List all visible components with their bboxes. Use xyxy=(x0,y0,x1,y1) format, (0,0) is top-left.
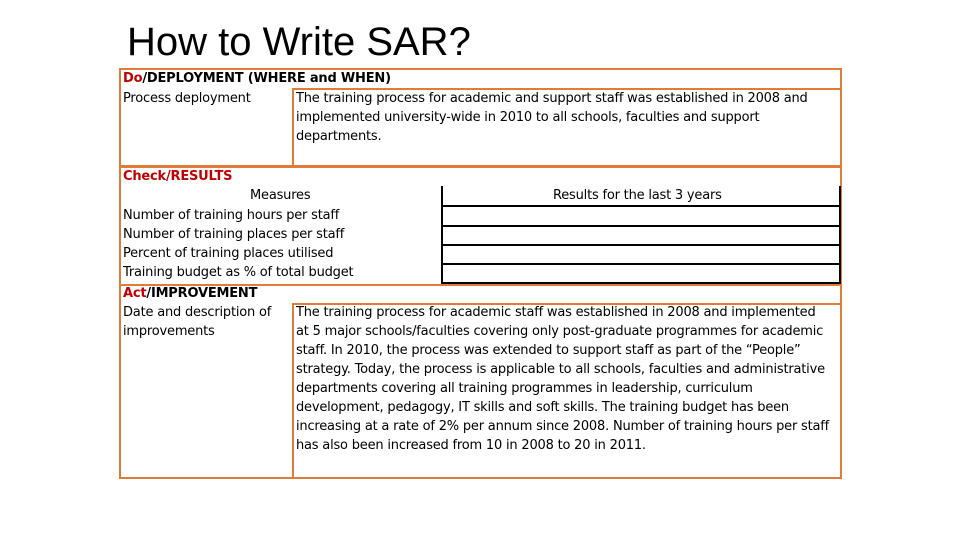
act-heading: Act/IMPROVEMENT xyxy=(123,286,258,301)
results-table-line xyxy=(441,282,841,284)
act-text-line: at 5 major schools/faculties covering only post-graduate programmes for academic xyxy=(296,324,824,339)
do-text-line: The training process for academic and support staff was established in 2008 and xyxy=(296,91,808,106)
do-heading: Do/DEPLOYMENT (WHERE and WHEN) xyxy=(123,71,391,86)
check-heading: Check/RESULTS xyxy=(123,169,233,184)
measure-row: Number of training hours per staff xyxy=(123,208,340,223)
measure-row: Training budget as % of total budget xyxy=(123,265,354,280)
do-text-line: departments. xyxy=(296,129,382,144)
results-table-line xyxy=(441,244,841,246)
results-header: Results for the last 3 years xyxy=(553,188,722,203)
measure-row: Number of training places per staff xyxy=(123,227,345,242)
results-table-line xyxy=(441,205,841,207)
do-text-line: implemented university-wide in 2010 to all schools, faculties and support xyxy=(296,110,760,125)
act-text-line: staff. In 2010, the process was extended to support staff as part of the “People” xyxy=(296,343,801,358)
page-title: How to Write SAR? xyxy=(127,20,471,64)
act-text-line: departments covering all training programmes in leadership, curriculum xyxy=(296,381,753,396)
do-label: Process deployment xyxy=(123,91,251,106)
results-table-line xyxy=(441,263,841,265)
act-text-line: development, pedagogy, IT skills and soft skills. The training budget has been xyxy=(296,400,789,415)
act-text-line: increasing at a rate of 2% per annum since 2008. Number of training hours per staff xyxy=(296,419,830,434)
measures-header: Measures xyxy=(250,188,311,203)
act-text-line: The training process for academic staff was established in 2008 and implemented xyxy=(296,305,816,320)
results-table-left-border xyxy=(441,186,443,284)
measure-row: Percent of training places utilised xyxy=(123,246,334,261)
act-text-line: has also been increased from 10 in 2008 to 20 in 2011. xyxy=(296,438,646,453)
act-label-line: Date and description of xyxy=(123,305,272,320)
results-table-right-border xyxy=(839,186,841,284)
act-text-line: strategy. Today, the process is applicable to all schools, faculties and administrative xyxy=(296,362,825,377)
act-label-line: improvements xyxy=(123,324,215,339)
results-table-line xyxy=(441,225,841,227)
